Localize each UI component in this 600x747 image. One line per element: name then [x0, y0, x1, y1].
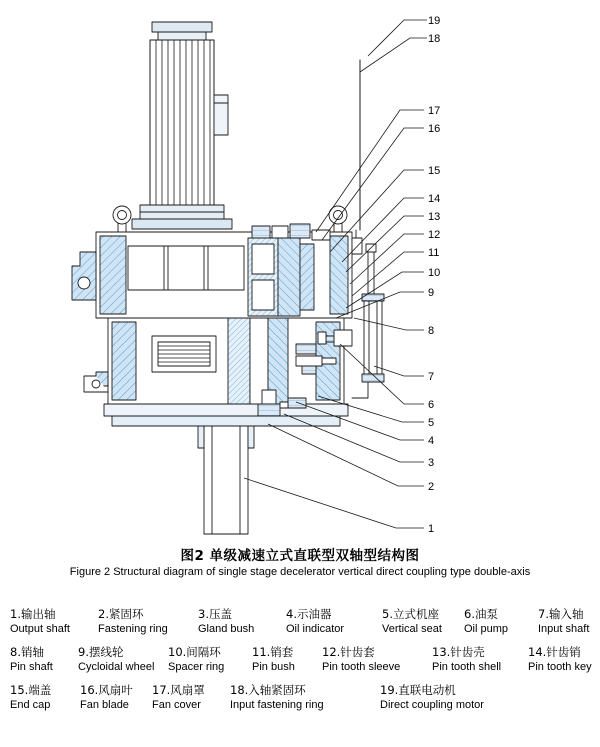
callout-15: 15 — [428, 165, 441, 177]
legend-item-10 — [168, 644, 252, 675]
figure-caption-english: Figure 2 Structural diagram of single stage decelerator vertical direct coupling type double-axis — [69, 566, 531, 578]
legend-row — [10, 682, 590, 713]
callout-10: 10 — [428, 267, 441, 279]
legend-label-en: Oil indicator — [286, 623, 345, 635]
legend-label-cn: 10.间隔环 — [168, 645, 221, 659]
legend-item-19 — [380, 682, 540, 713]
callout-5: 5 — [428, 417, 435, 429]
legend-label-en: Fastening ring — [98, 623, 168, 635]
legend-label-cn: 15.端盖 — [10, 683, 52, 697]
legend-label-cn: 17.风扇罩 — [152, 683, 205, 697]
legend-label-cn: 7.输入轴 — [538, 607, 584, 621]
legend-label-cn: 8.销轴 — [10, 645, 44, 659]
callout-7: 7 — [428, 371, 435, 383]
legend-label-en: Pin tooth key — [528, 661, 592, 673]
callout-14: 14 — [428, 193, 441, 205]
legend-label-cn: 4.示油器 — [286, 607, 332, 621]
legend-item-1 — [10, 606, 98, 637]
legend-label-en: End cap — [10, 699, 51, 711]
legend-item-12 — [322, 644, 432, 675]
legend-item-17 — [152, 682, 230, 713]
legend-label-cn: 13.针齿壳 — [432, 645, 485, 659]
legend-item-8 — [10, 644, 78, 675]
figure-caption-chinese: 图2 单级减速立式直联型双轴型结构图 — [180, 548, 420, 564]
legend-item-16 — [80, 682, 152, 713]
legend-item-5 — [382, 606, 464, 637]
legend-label-en: Pin tooth sleeve — [322, 661, 401, 673]
legend-label-en: Pin bush — [252, 661, 295, 673]
callout-8: 8 — [428, 325, 435, 337]
legend-label-en: Gland bush — [198, 623, 255, 635]
callout-6: 6 — [428, 399, 435, 411]
callout-1: 1 — [428, 523, 435, 535]
callout-19: 19 — [428, 15, 441, 27]
legend-label-cn: 2.紧固环 — [98, 607, 144, 621]
legend-label-cn: 18.入轴紧固环 — [230, 683, 306, 697]
legend-label-en: Pin tooth shell — [432, 661, 502, 673]
callout-11: 11 — [428, 247, 440, 259]
legend-item-11 — [252, 644, 322, 675]
legend-label-cn: 6.油泵 — [464, 607, 498, 621]
legend-label-en: Pin shaft — [10, 661, 53, 673]
legend-label-en: Direct coupling motor — [380, 699, 484, 711]
legend-label-cn: 5.立式机座 — [382, 607, 439, 621]
callout-2: 2 — [428, 481, 435, 493]
legend-label-en: Input fastening ring — [230, 699, 324, 711]
legend-label-cn: 11.销套 — [252, 645, 294, 659]
legend-label-cn: 9.摆线轮 — [78, 645, 124, 659]
legend-item-4 — [286, 606, 382, 637]
parts-legend — [10, 606, 590, 720]
legend-label-cn: 19.直联电动机 — [380, 683, 456, 697]
legend-label-cn: 14.针齿销 — [528, 645, 581, 659]
legend-label-en: Fan cover — [152, 699, 201, 711]
callout-16: 16 — [428, 123, 441, 135]
legend-label-en: Cycloidal wheel — [78, 661, 155, 673]
legend-label-cn: 1.输出轴 — [10, 607, 56, 621]
legend-label-en: Input shaft — [538, 623, 590, 635]
callout-4: 4 — [428, 435, 435, 447]
legend-label-en: Spacer ring — [168, 661, 225, 673]
legend-item-2 — [98, 606, 198, 637]
legend-item-6 — [464, 606, 538, 637]
legend-label-en: Oil pump — [464, 623, 509, 635]
callout-12: 12 — [428, 229, 441, 241]
callout-9: 9 — [428, 287, 435, 299]
legend-label-en: Vertical seat — [382, 623, 442, 635]
callout-3: 3 — [428, 457, 435, 469]
legend-item-9 — [78, 644, 168, 675]
legend-label-cn: 3.压盖 — [198, 607, 232, 621]
legend-item-13 — [432, 644, 528, 675]
legend-row — [10, 644, 590, 675]
callout-18: 18 — [428, 33, 441, 45]
legend-item-15 — [10, 682, 80, 713]
legend-item-14 — [528, 644, 590, 675]
legend-label-en: Output shaft — [10, 623, 70, 635]
legend-row — [10, 606, 590, 637]
legend-label-cn: 12.针齿套 — [322, 645, 375, 659]
legend-label-en: Fan blade — [80, 699, 129, 711]
callout-17: 17 — [428, 105, 441, 117]
legend-item-18 — [230, 682, 380, 713]
legend-item-7 — [538, 606, 590, 637]
callout-13: 13 — [428, 211, 441, 223]
legend-item-3 — [198, 606, 286, 637]
legend-label-cn: 16.风扇叶 — [80, 683, 133, 697]
